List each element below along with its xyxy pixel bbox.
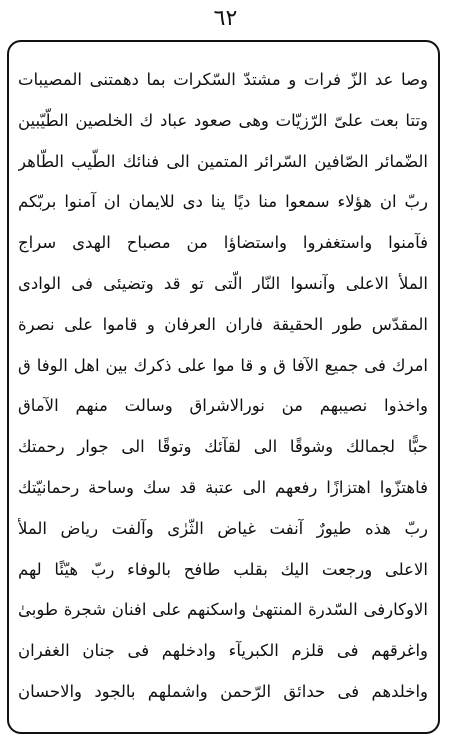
page-number: ٦٢ [213,6,238,31]
text-line: الملأ الاعلى وآنسوا النّار الّتى تو قد وتضيئى فى الوادى [18,273,428,293]
text-line: وصا عد الزّ فرات و مشتدّ السّكرات بما دهمتنى المصيبات [18,70,428,89]
text-line: المقدّس طور الحقيقة فاران العرفان و قاموا على نصرة [18,314,428,334]
text-body [18,60,428,713]
text-line: ربّ هذه طيورٌ آنفت غياض الثّرٰى وآلفت رياض الملأ [18,518,428,538]
text-line: وتتا بعت علىّ الرّزيّات وهى صعود عباد ك الخلصين الطّيّبين [18,110,428,130]
text-line: فآمنوا واستغفروا واستضاؤا من مصباح الهدى سراج [18,233,428,253]
text-line: فاهتزّوا اهتزازًا رفعهم الى عتبة قد سك وساحة رحمانيّتك [18,477,428,497]
text-line: واخلدهم فى حدائق الرّحمن واشملهم بالجود والاحسان [18,681,428,701]
text-line: واخذوا نصيبهم من نورالاشراق وسالت منهم الآماق [18,396,428,416]
text-line: الضّمائر الصّافين السّرائر المتمين الى فنائك الطّيب الطّاهر [18,151,428,171]
text-line: امرك فى جميع الآفا ق و قا موا على ذكرك بين اهل الوفا ق [18,355,428,375]
text-line: الاعلى ورجعت اليك بقلب طافح بالوفاء ربّ هيّئًا لهم [18,559,428,579]
text-line: الاوكارفى السّدرة المنتهىٰ واسكنهم على افنان شجرة طوبىٰ [18,600,428,620]
text-line: واغرقهم فى قلزم الكبريآء وادخلهم فى جنان الغفران [18,641,428,661]
text-line: حبًّا لجمالك وشوقًا الى لقآئك وتوقًا الى جوار رحمتك [18,437,428,457]
text-line: ربّ ان هؤلاء سمعوا منا ديًا ينا دى للايمان ان آمنوا بربّكم [18,192,428,212]
